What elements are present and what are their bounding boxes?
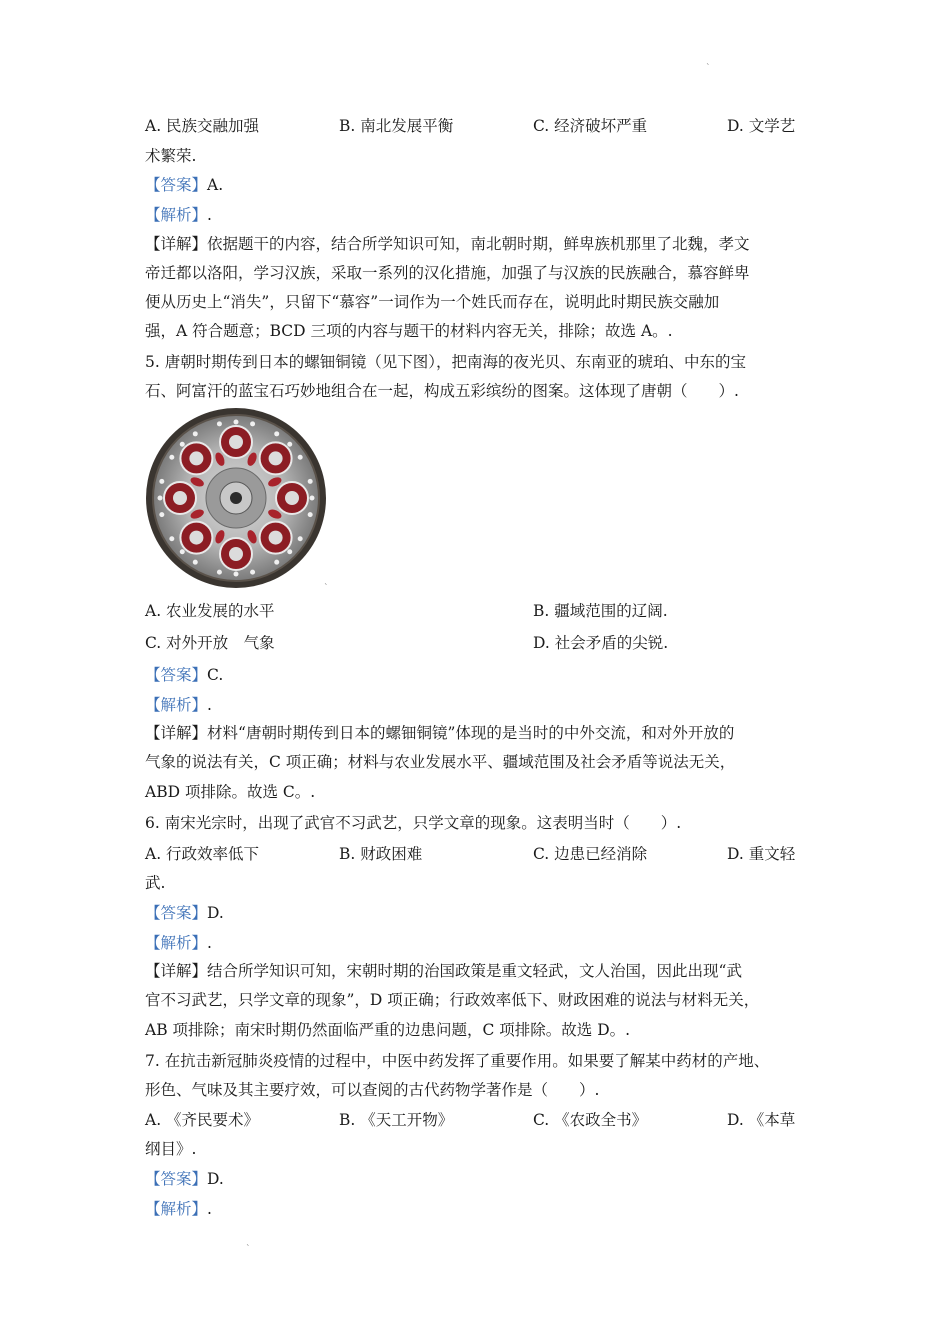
mirror-image (145, 407, 327, 589)
q6-stem: 6. 南宋光宗时，出现了武官不习武艺，只学文章的现象。这表明当时（ ）. (145, 814, 682, 832)
q4-detail-line: 强，A 符合题意；BCD 三项的内容与题干的材料内容无关，排除；故选 A。. (145, 322, 673, 340)
q5-option-b: B. 疆域范围的辽阔. (533, 602, 668, 620)
page-mark-top: ` (706, 64, 711, 74)
analysis-value: . (207, 1200, 212, 1218)
detail-tag: 【详解】 (145, 235, 208, 253)
q7-answer (145, 1168, 224, 1190)
detail-text: 依据题干的内容，结合所学知识可知，南北朝时期，鲜卑族机那里了北魏，孝文 (207, 235, 750, 253)
analysis-value: . (207, 934, 212, 952)
answer-tag: 【答案】 (145, 1170, 208, 1188)
q7-option-b: B. 《天工开物》 (339, 1111, 454, 1129)
q4-option-c: C. 经济破坏严重 (533, 117, 648, 135)
detail-tag: 【详解】 (145, 724, 208, 742)
analysis-value: . (207, 206, 212, 224)
q4-option-a: A. 民族交融加强 (145, 117, 260, 135)
q5-analysis (145, 694, 212, 716)
q5-answer (145, 664, 223, 686)
q6-option-wrap: 武. (145, 874, 166, 892)
q5-option-c: C. 对外开放 气象 (145, 634, 275, 652)
answer-tag: 【答案】 (145, 904, 208, 922)
q7-option-c: C. 《农政全书》 (533, 1111, 648, 1129)
q7-option-a: A. 《齐民要术》 (145, 1111, 260, 1129)
q7-option-wrap: 纲目》. (145, 1140, 197, 1158)
q7-stem-line: 7. 在抗击新冠肺炎疫情的过程中，中医中药发挥了重要作用。如果要了解某中药材的产地、 (145, 1052, 770, 1070)
q6-option-c: C. 边患已经消除 (533, 845, 648, 863)
q4-detail-line (145, 233, 750, 255)
q4-option-d: D. 文学艺 (727, 117, 796, 135)
q6-detail-line (145, 960, 742, 982)
answer-value: D. (207, 1170, 224, 1188)
q4-detail-line: 便从历史上“消失”，只留下“慕容”一词作为一个姓氏而存在，说明此时期民族交融加 (145, 293, 720, 311)
detail-tag: 【详解】 (145, 962, 208, 980)
q6-detail-line: 官不习武艺，只学文章的现象”，D 项正确；行政效率低下、财政困难的说法与材料无关， (145, 991, 760, 1009)
detail-text: 材料“唐朝时期传到日本的螺钿铜镜”体现的是当时的中外交流，和对外开放的 (207, 724, 735, 742)
analysis-tag: 【解析】 (145, 696, 208, 714)
q7-option-d: D. 《本草 (727, 1111, 796, 1129)
detail-text: 结合所学知识可知，宋朝时期的治国政策是重文轻武，文人治国，因此出现“武 (207, 962, 742, 980)
q6-option-d: D. 重文轻 (727, 845, 796, 863)
answer-value: A. (207, 176, 224, 194)
page-mark-bottom: ` (246, 1245, 251, 1255)
q4-analysis (145, 204, 212, 226)
q5-stem-line: 石、阿富汗的蓝宝石巧妙地组合在一起，构成五彩缤纷的图案。这体现了唐朝（ ）. (145, 382, 739, 400)
q6-answer (145, 902, 224, 924)
q7-stem-line: 形色、气味及其主要疗效，可以查阅的古代药物学著作是（ ）. (145, 1081, 600, 1099)
q4-detail-line: 帝迁都以洛阳，学习汉族，采取一系列的汉化措施，加强了与汉族的民族融合，慕容鲜卑 (145, 264, 750, 282)
answer-value: D. (207, 904, 224, 922)
analysis-tag: 【解析】 (145, 1200, 208, 1218)
q6-detail-line: AB 项排除；南宋时期仍然面临严重的边患问题，C 项排除。故选 D。. (145, 1021, 631, 1039)
q4-option-b: B. 南北发展平衡 (339, 117, 454, 135)
q5-detail-line: ABD 项排除。故选 C。. (145, 783, 316, 801)
image-mark: ` (324, 584, 329, 594)
q6-option-a: A. 行政效率低下 (145, 845, 260, 863)
tang-mirror-illustration (145, 407, 327, 589)
answer-value: C. (207, 666, 224, 684)
q6-analysis (145, 932, 212, 954)
q5-option-d: D. 社会矛盾的尖锐. (533, 634, 669, 652)
q5-stem-line: 5. 唐朝时期传到日本的螺钿铜镜（见下图），把南海的夜光贝、东南亚的琥珀、中东的宝 (145, 353, 746, 371)
q6-option-b: B. 财政困难 (339, 845, 423, 863)
q5-detail-line: 气象的说法有关，C 项正确；材料与农业发展水平、疆域范围及社会矛盾等说法无关， (145, 753, 736, 771)
q4-answer (145, 174, 223, 196)
q7-analysis (145, 1198, 212, 1220)
analysis-value: . (207, 696, 212, 714)
q4-option-wrap: 术繁荣. (145, 147, 197, 165)
q5-option-a: A. 农业发展的水平 (145, 602, 275, 620)
answer-tag: 【答案】 (145, 176, 208, 194)
analysis-tag: 【解析】 (145, 934, 208, 952)
answer-tag: 【答案】 (145, 666, 208, 684)
analysis-tag: 【解析】 (145, 206, 208, 224)
q5-detail-line (145, 722, 734, 744)
